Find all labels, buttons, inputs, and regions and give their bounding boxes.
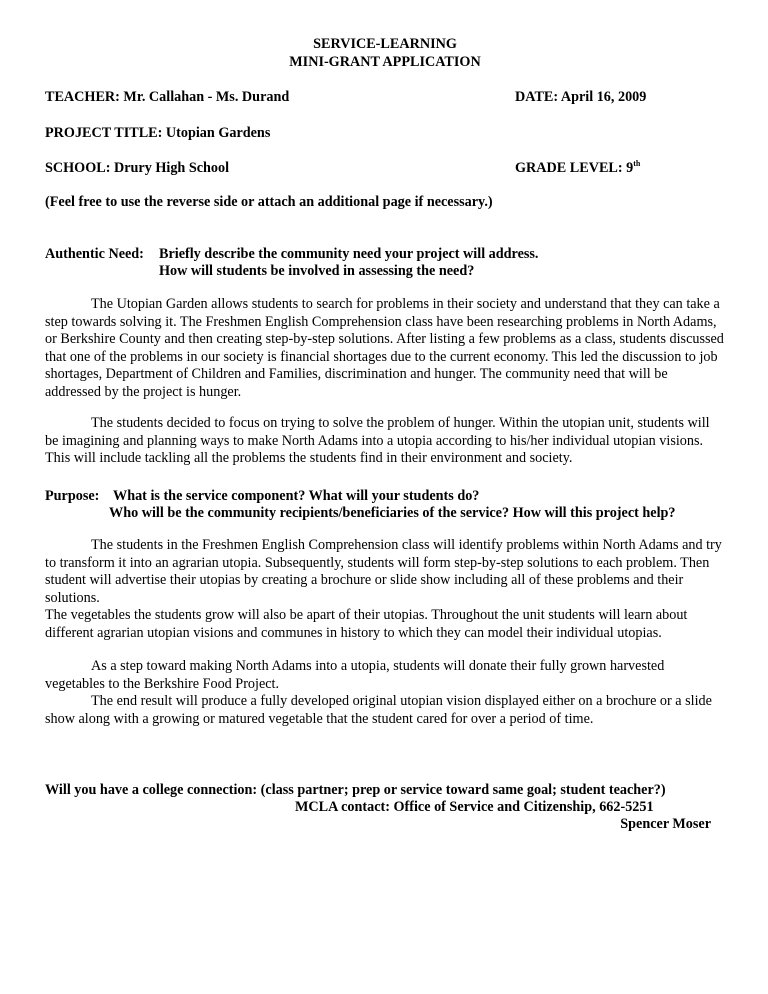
document-title-line1: SERVICE-LEARNING [313,36,457,52]
mcla-contact: MCLA contact: Office of Service and Citizenship, 662-5251 [295,799,654,815]
grade-level-suffix: th [633,159,641,168]
purpose-paragraph-2: The vegetables the students grow will also be apart of their utopias. Throughout the unit students will learn about different agrarian utopian visions and communes in history to which they can model their individual utopias. [45,607,688,641]
school-field: SCHOOL: Drury High School [45,160,230,176]
authentic-need-paragraph-1: The Utopian Garden allows students to search for problems in their society and understand that they can take a step towards solving it. The Freshmen English Comprehension class have been researching problems in North Adams, or Berkshire County and then creating step-by-step solutions. After listing a few problems as a class, students discussed that one of the problems in our society is financial shortages due to the current economy. This led the discussion to job shortages, Department of Children and Families, discrimination and hunger. The community need that will be addressed by the project is hunger. [45,296,724,400]
purpose-label: Purpose: [45,488,100,504]
authentic-need-paragraph-2: The students decided to focus on trying to solve the problem of hunger. Within the utopian unit, students will be imagining and planning ways to make North Adams into a utopia according to his/her individual utopian visions. This will include tackling all the problems the students find in their environment and society. [45,415,710,467]
authentic-need-question-2: How will students be involved in assessing the need? [159,263,475,279]
grade-level-field [515,159,640,177]
college-connection-question: Will you have a college connection: (class partner; prep or service toward same goal; student teacher?) [45,782,666,798]
instructions-note: (Feel free to use the reverse side or attach an additional page if necessary.) [45,194,493,210]
purpose-question-1: What is the service component? What will your students do? [113,488,480,504]
document-title-line2: MINI-GRANT APPLICATION [289,54,481,70]
project-title-field: PROJECT TITLE: Utopian Gardens [45,125,271,141]
purpose-paragraph-1: The students in the Freshmen English Comprehension class will identify problems within North Adams and try to transform it into an agrarian utopia. Subsequently, students will form step-by-step solutions to each problem. Then student will advertise their utopias by creating a brochure or slide show including all of these problems and their solutions. [45,537,722,606]
purpose-paragraph-4: The end result will produce a fully developed original utopian vision displayed either on a brochure or a slide show along with a growing or matured vegetable that the student cared for over a period of time. [45,693,712,727]
application-page [45,0,725,994]
contact-name: Spencer Moser [620,816,711,832]
grade-level-value: GRADE LEVEL: 9 [515,160,634,176]
date-field: DATE: April 16, 2009 [515,89,647,105]
authentic-need-question-1: Briefly describe the community need your project will address. [159,246,539,262]
teacher-field: TEACHER: Mr. Callahan - Ms. Durand [45,89,290,105]
authentic-need-label: Authentic Need: [45,246,144,262]
purpose-question-2: Who will be the community recipients/beneficiaries of the service? How will this project help? [109,505,676,521]
purpose-paragraph-3: As a step toward making North Adams into a utopia, students will donate their fully grown harvested vegetables to the Berkshire Food Project. [45,658,665,692]
